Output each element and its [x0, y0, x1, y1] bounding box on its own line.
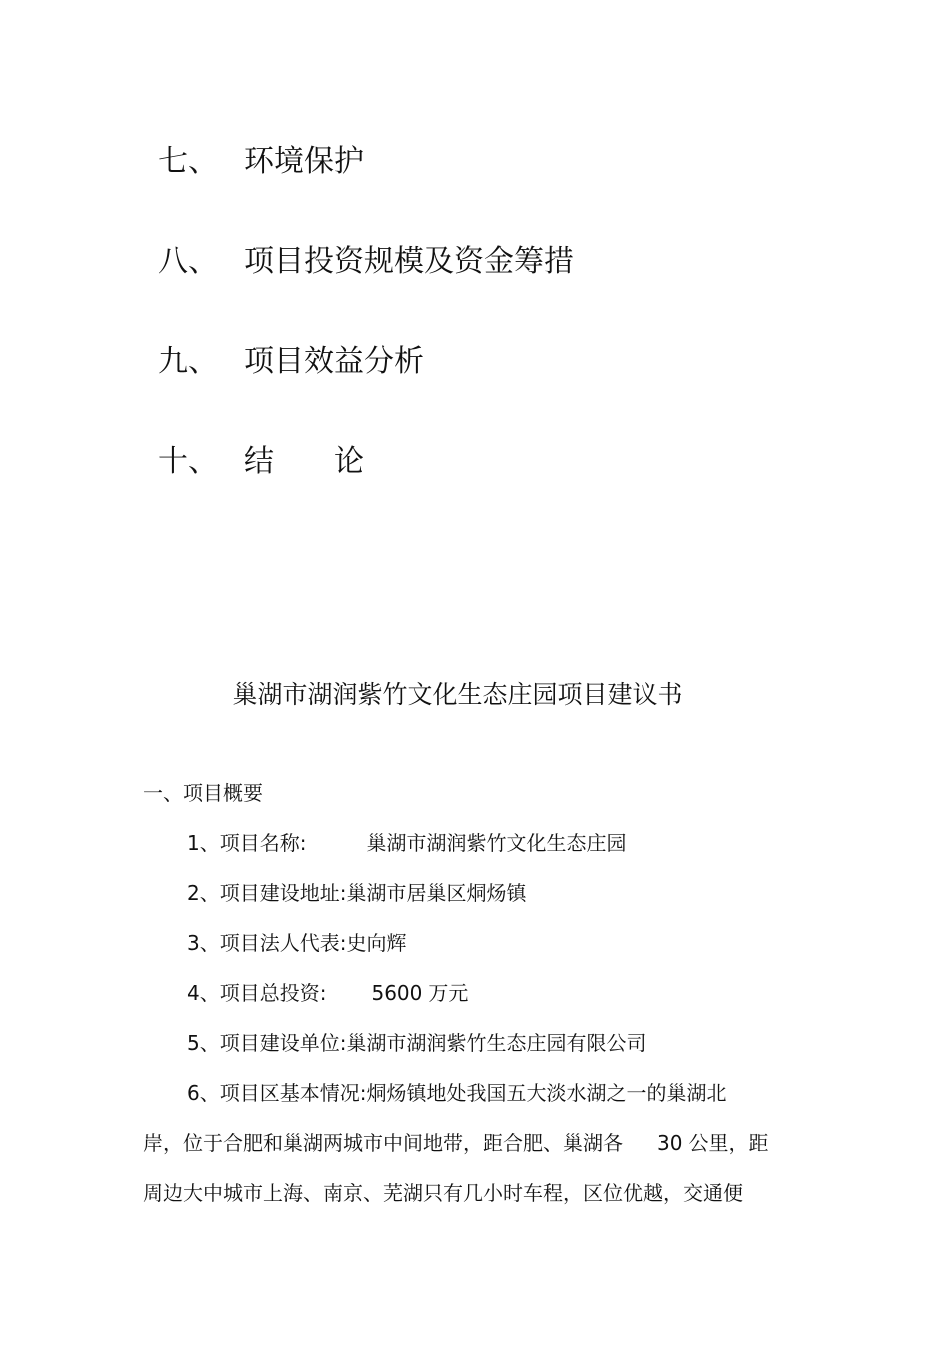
toc-text: 项目投资规模及资金筹措 — [244, 244, 574, 279]
item-construction-unit — [187, 1029, 646, 1057]
paragraph-line: 周边大中城市上海、南京、芜湖只有几小时车程，区位优越，交通便 — [143, 1181, 743, 1205]
item-label: 1、项目名称: — [187, 831, 307, 855]
toc-text: 项目效益分析 — [244, 344, 424, 379]
item-legal-representative — [187, 929, 406, 957]
toc-number: 十、 — [158, 444, 218, 479]
paragraph-text: 公里，距 — [688, 1131, 769, 1155]
item-project-name — [187, 829, 626, 857]
item-project-address — [187, 879, 526, 907]
toc-item-8 — [158, 242, 574, 282]
item-label: 4、项目总投资: — [187, 981, 327, 1005]
toc-item-10 — [158, 442, 364, 482]
toc-number: 七、 — [158, 144, 218, 179]
paragraph-number: 30 — [657, 1131, 683, 1155]
item-unit: 万元 — [428, 981, 469, 1005]
item-label: 3、项目法人代表: — [187, 931, 347, 955]
toc-item-9 — [158, 342, 424, 382]
item-value: 巢湖市居巢区烔炀镇 — [346, 881, 527, 905]
item-value: 烔炀镇地处我国五大淡水湖之一的巢湖北 — [366, 1081, 727, 1105]
document-title: 巢湖市湖润紫竹文化生态庄园项目建议书 — [232, 680, 683, 709]
toc-text-part2: 论 — [334, 444, 364, 479]
item-total-investment — [187, 979, 468, 1007]
item-value: 史向辉 — [346, 931, 407, 955]
toc-number: 九、 — [158, 344, 218, 379]
item-value: 巢湖市湖润紫竹文化生态庄园 — [366, 831, 627, 855]
item-basic-situation — [187, 1079, 726, 1107]
item-label: 2、项目建设地址: — [187, 881, 347, 905]
paragraph-line — [143, 1129, 768, 1157]
item-label: 6、项目区基本情况: — [187, 1081, 367, 1105]
section-heading: 一、项目概要 — [143, 781, 263, 805]
toc-text: 环境保护 — [244, 144, 364, 179]
toc-item-7 — [158, 142, 364, 182]
paragraph-text: 岸，位于合肥和巢湖两城市中间地带，距合肥、巢湖各 — [143, 1131, 623, 1155]
toc-text-part1: 结 — [244, 444, 274, 479]
item-value: 巢湖市湖润紫竹生态庄园有限公司 — [346, 1031, 647, 1055]
toc-number: 八、 — [158, 244, 218, 279]
item-label: 5、项目建设单位: — [187, 1031, 347, 1055]
item-value: 5600 — [371, 981, 423, 1005]
